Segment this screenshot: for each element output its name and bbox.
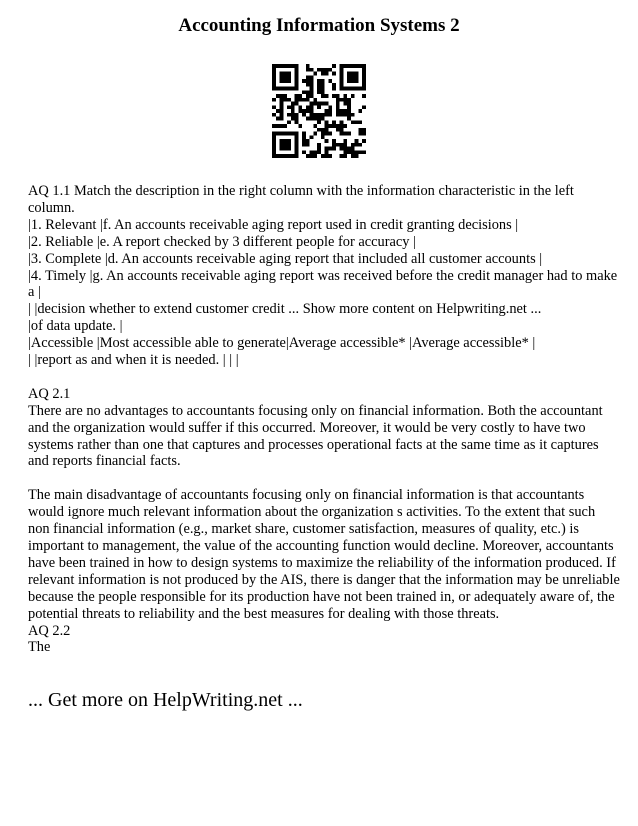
- text-line: would ignore much relevant information about the organization s activities. To the extent that such: [28, 504, 596, 521]
- text-line: AQ 2.1: [28, 385, 71, 402]
- text-line: column.: [28, 199, 75, 216]
- qr-code-icon: [272, 64, 366, 158]
- document-title: Accounting Information Systems 2: [178, 15, 460, 36]
- text-line: have been trained in how to design systems to maximize the reliability of the information produced. If: [28, 554, 616, 571]
- text-line: non financial information (e.g., market share, customer satisfaction, measures of quality, etc.) is: [28, 521, 579, 538]
- text-line: The main disadvantage of accountants focusing only on financial information is that accountants: [28, 487, 585, 504]
- text-line: systems rather than one that captures and processes operational facts at the same time as it captures: [28, 436, 599, 453]
- text-line: AQ 2.2: [28, 622, 71, 639]
- text-line: a |: [28, 284, 41, 301]
- text-line: |4. Timely |g. An accounts receivable aging report was received before the credit manager had to make: [28, 267, 618, 284]
- text-line: potential threats to reliability and the best measures for dealing with those threats.: [28, 605, 500, 622]
- text-line: | |decision whether to extend customer credit ... Show more content on Helpwriting.net ...: [28, 301, 542, 318]
- text-line: relevant information is not produced by the AIS, there is danger that the information may be unreliable: [28, 571, 620, 588]
- text-line: There are no advantages to accountants focusing only on financial information. Both the accountant: [28, 402, 603, 419]
- document-body: [28, 183, 620, 656]
- text-line: |of data update. |: [28, 318, 123, 335]
- text-line: |2. Reliable |e. A report checked by 3 different people for accuracy |: [28, 233, 416, 250]
- text-line: and the organization would suffer if this occurred. Moreover, it would be very costly to have two: [28, 419, 586, 436]
- get-more-link[interactable]: ... Get more on HelpWriting.net ...: [28, 689, 303, 711]
- text-line: AQ 1.1 Match the description in the right column with the information characteristic in the left: [28, 183, 574, 199]
- text-line: and reports financial facts.: [28, 453, 181, 470]
- section-aq-2-1: [28, 386, 612, 471]
- text-line: |Accessible |Most accessible able to generate|Average accessible* |Average accessible* |: [28, 335, 536, 352]
- text-line: |1. Relevant |f. An accounts receivable aging report used in credit granting decisions |: [28, 216, 519, 233]
- text-line: The: [28, 639, 51, 656]
- text-line: | |report as and when it is needed. | | |: [28, 352, 239, 369]
- section-aq-1-1: [28, 183, 618, 369]
- section-disadvantage: [28, 487, 620, 656]
- text-line: |3. Complete |d. An accounts receivable aging report that included all customer accounts |: [28, 250, 543, 267]
- text-line: important to management, the value of the accounting function would decline. Moreover, accountants: [28, 538, 614, 554]
- text-line: because the people responsible for its production have not been trained in, or adequately aware of, the: [28, 588, 615, 605]
